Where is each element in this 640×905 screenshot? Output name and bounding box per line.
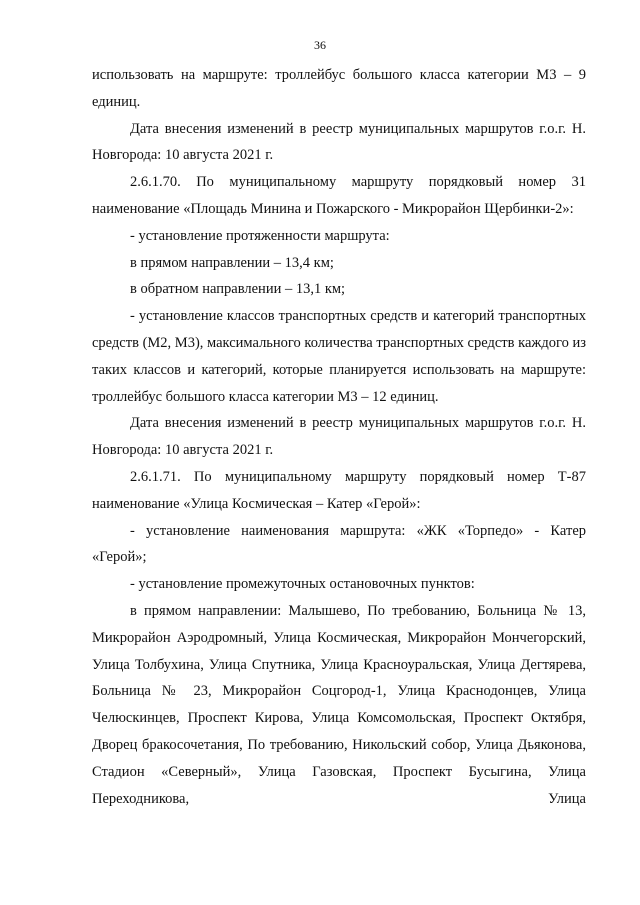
document-body <box>92 62 586 812</box>
paragraph: - установление протяженности маршрута: <box>130 227 390 244</box>
paragraph: - установление промежуточных остановочных пунктов: <box>130 576 475 593</box>
page-number: 36 <box>314 38 326 52</box>
paragraph: Дата внесения изменений в реестр муниципальных маршрутов г.о.г. Н. Новгорода: 10 августа 2021 г. <box>92 120 586 164</box>
paragraph: использовать на маршруте: троллейбус большого класса категории М3 – 9 единиц. <box>92 67 586 110</box>
paragraph: в обратном направлении – 13,1 км; <box>130 281 346 298</box>
paragraph: 2.6.1.70. По муниципальному маршруту порядковый номер 31 наименование «Площадь Минина и Пожарского - Микрорайон Щербинки-2»: <box>92 174 586 217</box>
paragraph: - установление классов транспортных средств и категорий транспортных средств (М2, М3), максимального количества транспортных средств каждого из таких классов и категорий, которые планируется использовать на маршруте: троллейбус большого класса категории М3 – 12 единиц. <box>92 308 586 405</box>
paragraph: Дата внесения изменений в реестр муниципальных маршрутов г.о.г. Н. Новгорода: 10 августа 2021 г. <box>92 415 586 459</box>
paragraph: в прямом направлении – 13,4 км; <box>130 254 334 271</box>
paragraph: 2.6.1.71. По муниципальному маршруту порядковый номер Т-87 наименование «Улица Космическая – Катер «Герой»: <box>92 468 586 512</box>
paragraph: - установление наименования маршрута: «ЖК «Торпедо» - Катер «Герой»; <box>92 522 586 566</box>
paragraph: в прямом направлении: Малышево, По требованию, Больница № 13, Микрорайон Аэродромный, Улица Космическая, Микрорайон Мончегорский, Улица Толбухина, Улица Спутника, Улица Красноуральская, Улица Дегтярева, Больница № 23, Микрорайон Соцгород-1, Улица Краснодонцев, Улица Челюскинцев, Проспект Кирова, Улица Комсомольская, Проспект Октября, Дворец бракосочетания, По требованию, Никольский собор, Улица Дьяконова, Стадион «Северный», Улица Газовская, Проспект Бусыгина, Улица Переходникова, Улица <box>92 602 586 807</box>
